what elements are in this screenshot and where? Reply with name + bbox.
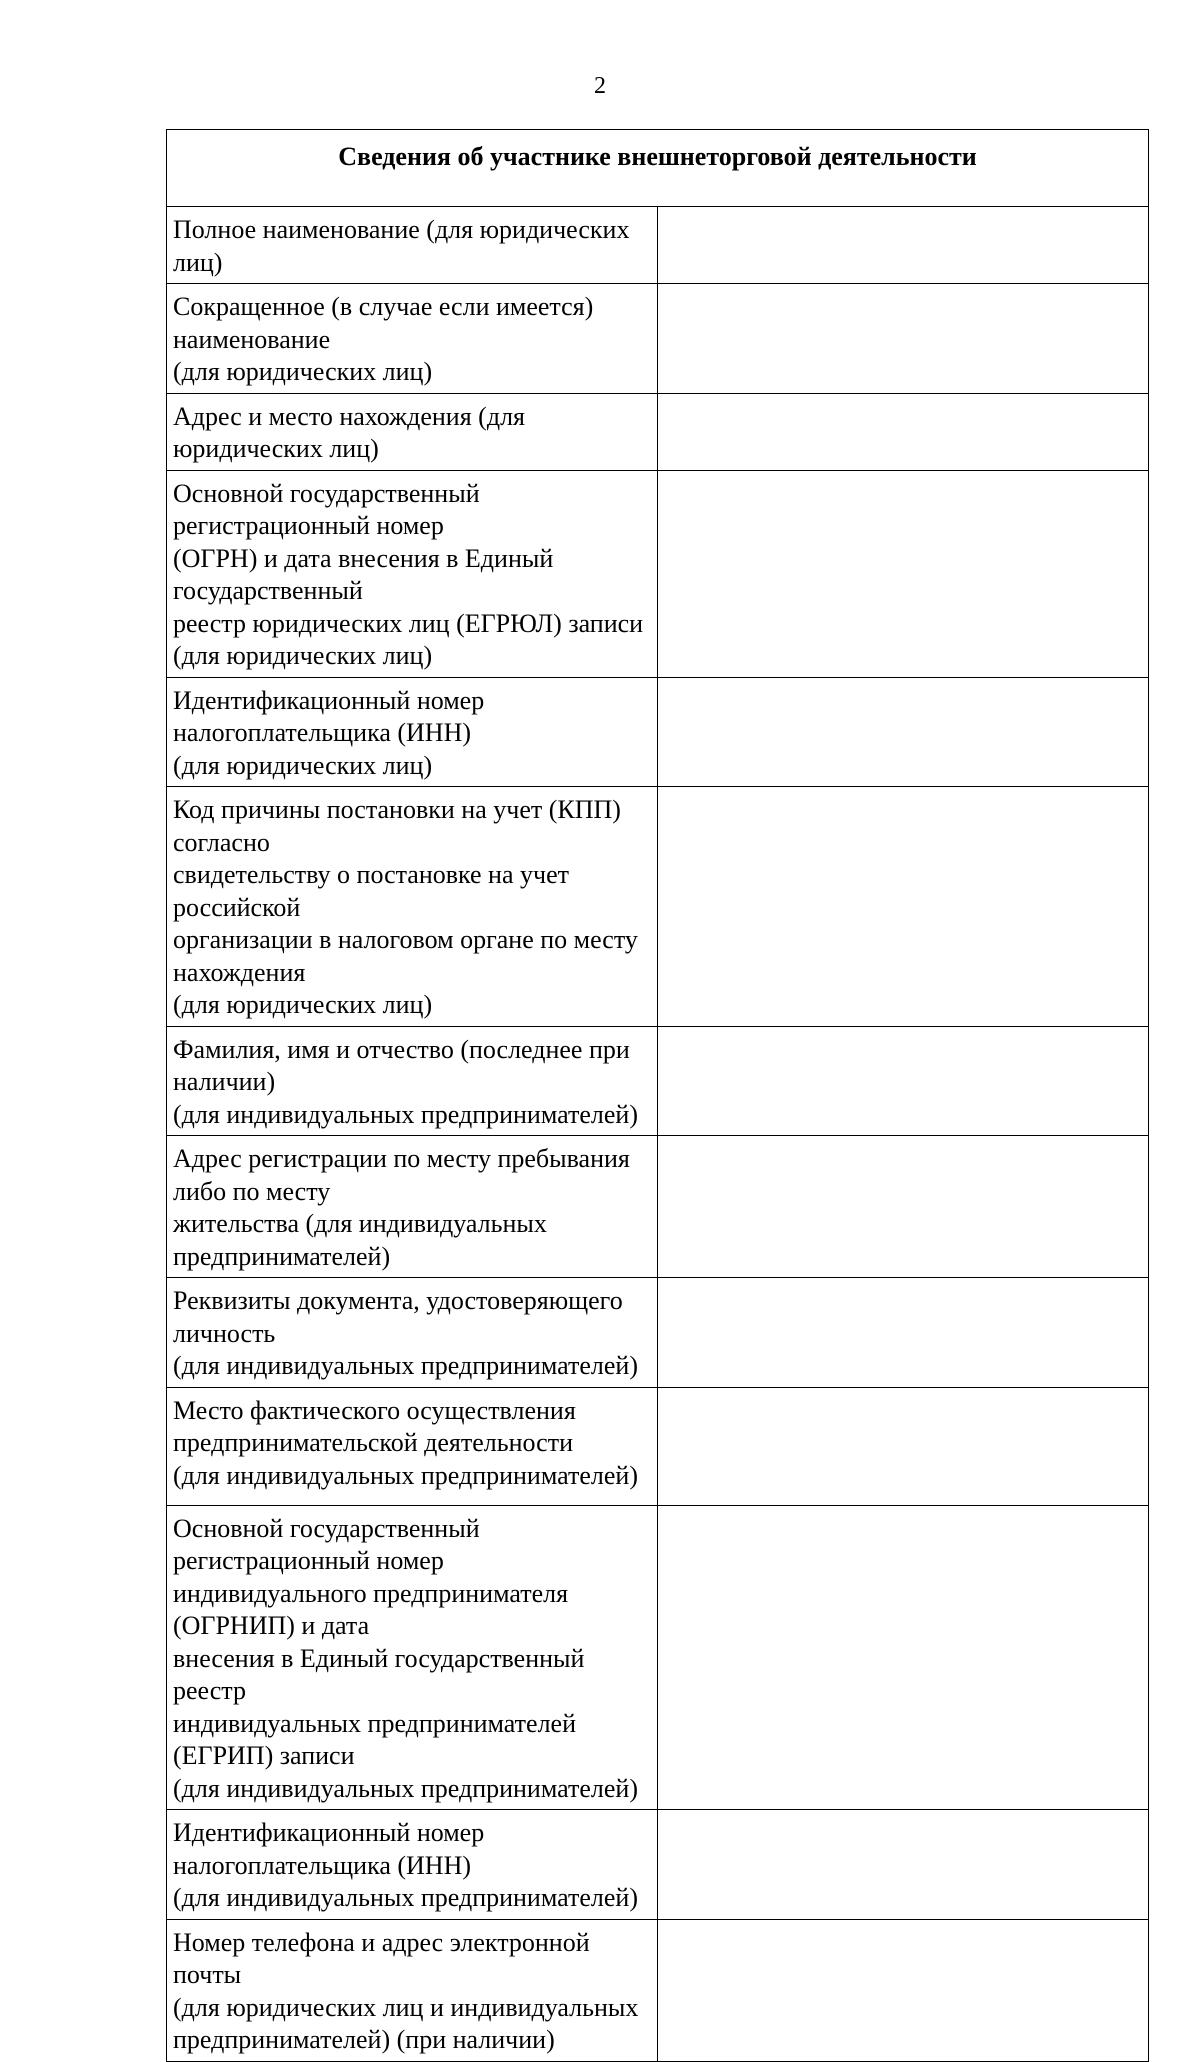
field-label: Идентификационный номер налогоплательщика (ИНН) (для индивидуальных предпринимателей) (167, 1810, 658, 1920)
table-row (167, 1026, 1149, 1136)
table-row (167, 470, 1149, 677)
table-row (167, 207, 1149, 284)
field-value[interactable] (658, 1919, 1149, 2061)
table-header-row (167, 130, 1149, 207)
table-row (167, 393, 1149, 470)
field-value[interactable] (658, 677, 1149, 787)
field-label: Фамилия, имя и отчество (последнее при наличии) (для индивидуальных предпринимателей) (167, 1026, 658, 1136)
field-value[interactable] (658, 284, 1149, 394)
field-label: Идентификационный номер налогоплательщика (ИНН) (для юридических лиц) (167, 677, 658, 787)
table-row (167, 1278, 1149, 1388)
table-row (167, 1505, 1149, 1810)
field-value[interactable] (658, 1278, 1149, 1388)
field-label: Основной государственный регистрационный номер (ОГРН) и дата внесения в Единый государственный реестр юридических лиц (ЕГРЮЛ) записи (для юридических лиц) (167, 470, 658, 677)
field-label: Сокращенное (в случае если имеется) наименование (для юридических лиц) (167, 284, 658, 394)
field-label: Адрес регистрации по месту пребывания либо по месту жительства (для индивидуальных предпринимателей) (167, 1136, 658, 1278)
field-label: Основной государственный регистрационный номер индивидуального предпринимателя (ОГРНИП) и дата внесения в Единый государственный реестр индивидуальных предпринимателей (ЕГРИП) записи (для индивидуальных предпринимателей) (167, 1505, 658, 1810)
table-row (167, 284, 1149, 394)
field-label: Адрес и место нахождения (для юридических лиц) (167, 393, 658, 470)
field-value[interactable] (658, 787, 1149, 1027)
table-row (167, 1136, 1149, 1278)
table-row (167, 1810, 1149, 1920)
field-value[interactable] (658, 1026, 1149, 1136)
field-value[interactable] (658, 207, 1149, 284)
field-label: Реквизиты документа, удостоверяющего личность (для индивидуальных предпринимателей) (167, 1278, 658, 1388)
field-label: Полное наименование (для юридических лиц) (167, 207, 658, 284)
field-value[interactable] (658, 393, 1149, 470)
table-row (167, 677, 1149, 787)
field-value[interactable] (658, 1810, 1149, 1920)
participant-info-table (166, 129, 1149, 2062)
field-label: Код причины постановки на учет (КПП) согласно свидетельству о постановке на учет российской организации в налоговом органе по месту нахождения (для юридических лиц) (167, 787, 658, 1027)
table-title: Сведения об участнике внешнеторговой деятельности (167, 130, 1149, 207)
table-row (167, 787, 1149, 1027)
field-value[interactable] (658, 1387, 1149, 1505)
field-value[interactable] (658, 1136, 1149, 1278)
table-row (167, 1919, 1149, 2061)
field-label: Номер телефона и адрес электронной почты (для юридических лиц и индивидуальных предпринимателей) (при наличии) (167, 1919, 658, 2061)
field-value[interactable] (658, 1505, 1149, 1810)
field-value[interactable] (658, 470, 1149, 677)
page-number: 2 (594, 73, 606, 99)
table-row (167, 1387, 1149, 1505)
field-label: Место фактического осуществления предпринимательской деятельности (для индивидуальных предпринимателей) (167, 1387, 658, 1505)
